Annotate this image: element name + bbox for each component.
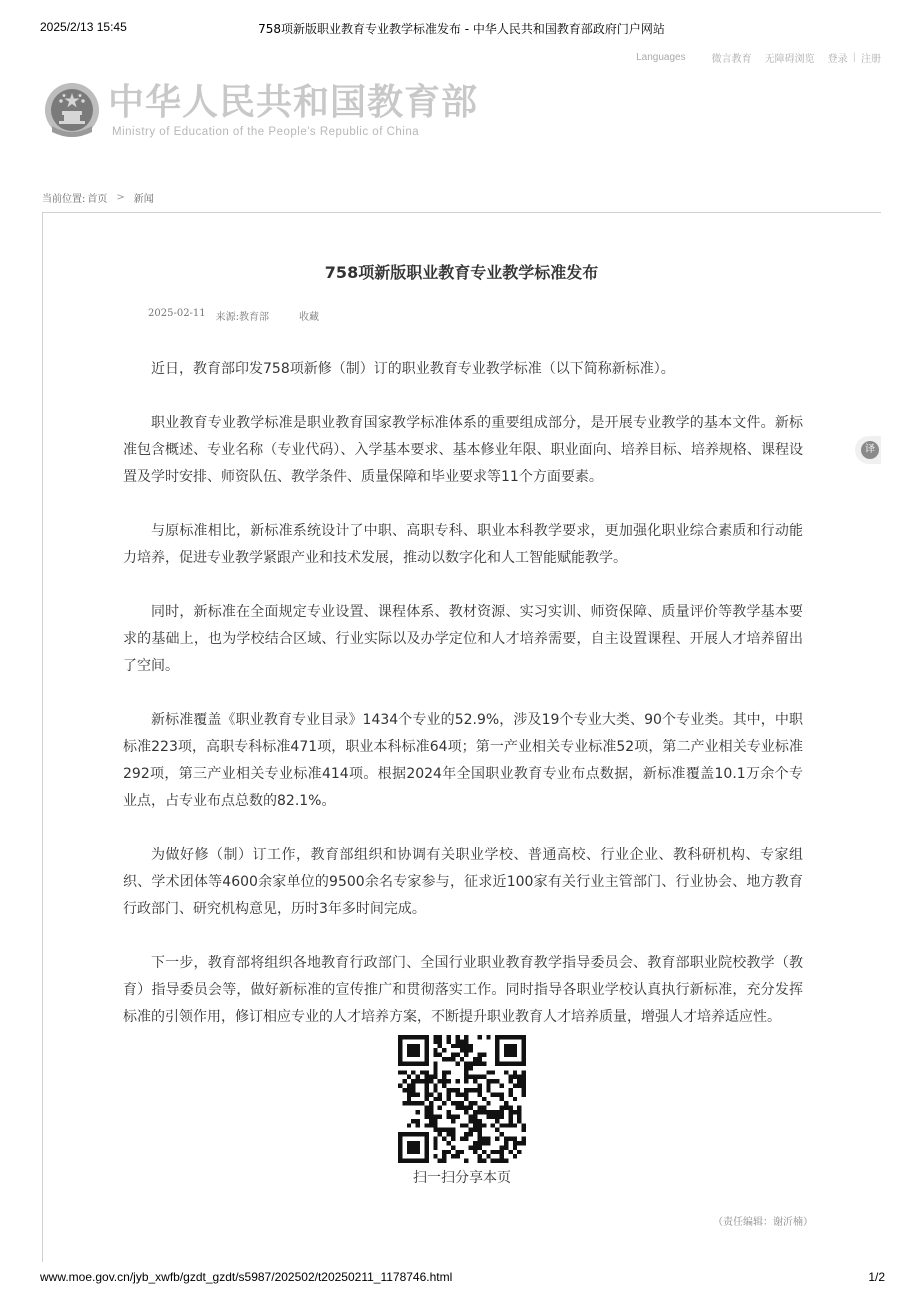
- article-source: 来源:教育部: [215, 312, 270, 323]
- languages-link[interactable]: Languages: [636, 52, 686, 63]
- article-paragraph: 同时，新标准在全面规定专业设置、课程体系、教材资源、实习实训、师资保障、质量评价等教学基本要求的基础上，也为学校结合区域、行业实际以及办学定位和人才培养需要，自主设置课程、开展人才培养留出了空间。: [123, 604, 803, 674]
- article-paragraph: 下一步，教育部将组织各地教育行政部门、全国行业职业教育教学指导委员会、教育部职业院校教学（教育）指导委员会等，做好新标准的宣传推广和贯彻落实工作。同时指导各职业学校认真执行新标准，充分发挥标准的引领作用，修订相应专业的人才培养方案，不断提升职业教育人才培养质量，增强人才培养适应性。: [123, 955, 803, 1025]
- top-utility-nav: [636, 50, 881, 65]
- ministry-logo-english: Ministry of Education of the People's Republic of China: [112, 126, 420, 138]
- favorite-button[interactable]: 收藏: [299, 312, 320, 323]
- breadcrumb-prefix: 当前位置:: [42, 194, 86, 205]
- breadcrumb-home-link[interactable]: 首页: [87, 194, 108, 205]
- article-paragraph: 为做好修（制）订工作，教育部组织和协调有关职业学校、普通高校、行业企业、教科研机构、专家组织、学术团体等4600余家单位的9500余名专家参与，征求近100家有关行业主管部门、行业协会、地方教育行政部门、研究机构意见，历时3年多时间完成。: [123, 847, 803, 917]
- article-title: 758项新版职业教育专业教学标准发布: [324, 263, 599, 282]
- translate-icon: 译: [861, 441, 879, 459]
- article-body: [123, 356, 803, 1058]
- responsible-editor: （责任编辑：谢沂楠）: [713, 1217, 813, 1228]
- qr-caption: 扫一扫分享本页: [413, 1170, 511, 1186]
- qr-code-icon: [398, 1035, 526, 1163]
- article-paragraph: 与原标准相比，新标准系统设计了中职、高职专科、职业本科教学要求，更加强化职业综合素质和行动能力培养，促进专业教学紧跟产业和技术发展，推动以数字化和人工智能赋能教学。: [123, 523, 803, 566]
- print-page-title: 758项新版职业教育专业教学标准发布 - 中华人民共和国教育部政府门户网站: [258, 22, 665, 36]
- accessible-browse-link[interactable]: 无障碍浏览: [764, 54, 815, 65]
- register-link[interactable]: 注册: [861, 54, 881, 65]
- article-paragraph: 职业教育专业教学标准是职业教育国家教学标准体系的重要组成部分，是开展专业教学的基本文件。新标准包含概述、专业名称（专业代码）、入学基本要求、基本修业年限、职业面向、培养目标、培养规格、课程设置及学时安排、师资队伍、教学条件、质量保障和毕业要求等11个方面要素。: [123, 415, 803, 485]
- breadcrumb-news-link[interactable]: 新闻: [133, 194, 154, 205]
- ministry-logo-chinese[interactable]: 中华人民共和国教育部: [108, 82, 479, 123]
- article-frame-top-border: [42, 212, 881, 213]
- article-frame-left-border: [42, 212, 43, 1262]
- article-paragraph: 近日，教育部印发758项新修（制）订的职业教育专业教学标准（以下简称新标准）。: [151, 361, 675, 377]
- print-page-number: 1/2: [868, 1270, 885, 1284]
- article-meta: [148, 308, 319, 323]
- weiyan-link[interactable]: 微言教育: [711, 54, 752, 65]
- article-date: 2025-02-11: [148, 308, 206, 319]
- translate-button[interactable]: [855, 436, 881, 464]
- article-paragraph: 新标准覆盖《职业教育专业目录》1434个专业的52.9%，涉及19个专业大类、90个专业类。其中，中职标准223项，高职专科标准471项，职业本科标准64项；第一产业相关专业标准52项，第二产业相关专业标准292项，第三产业相关专业标准414项。根据2024年全国职业教育专业布点数据，新标准覆盖10.1万余个专业点，占专业布点总数的82.1%。: [123, 712, 803, 809]
- print-datetime: 2025/2/13 15:45: [40, 20, 127, 34]
- national-emblem-icon[interactable]: [42, 80, 102, 140]
- nav-separator: |: [852, 52, 856, 63]
- breadcrumb: [42, 190, 154, 205]
- print-url: www.moe.gov.cn/jyb_xwfb/gzdt_gzdt/s5987/202502/t20250211_1178746.html: [40, 1270, 453, 1284]
- chevron-right-icon: >: [116, 192, 125, 203]
- login-link[interactable]: 登录: [827, 54, 848, 65]
